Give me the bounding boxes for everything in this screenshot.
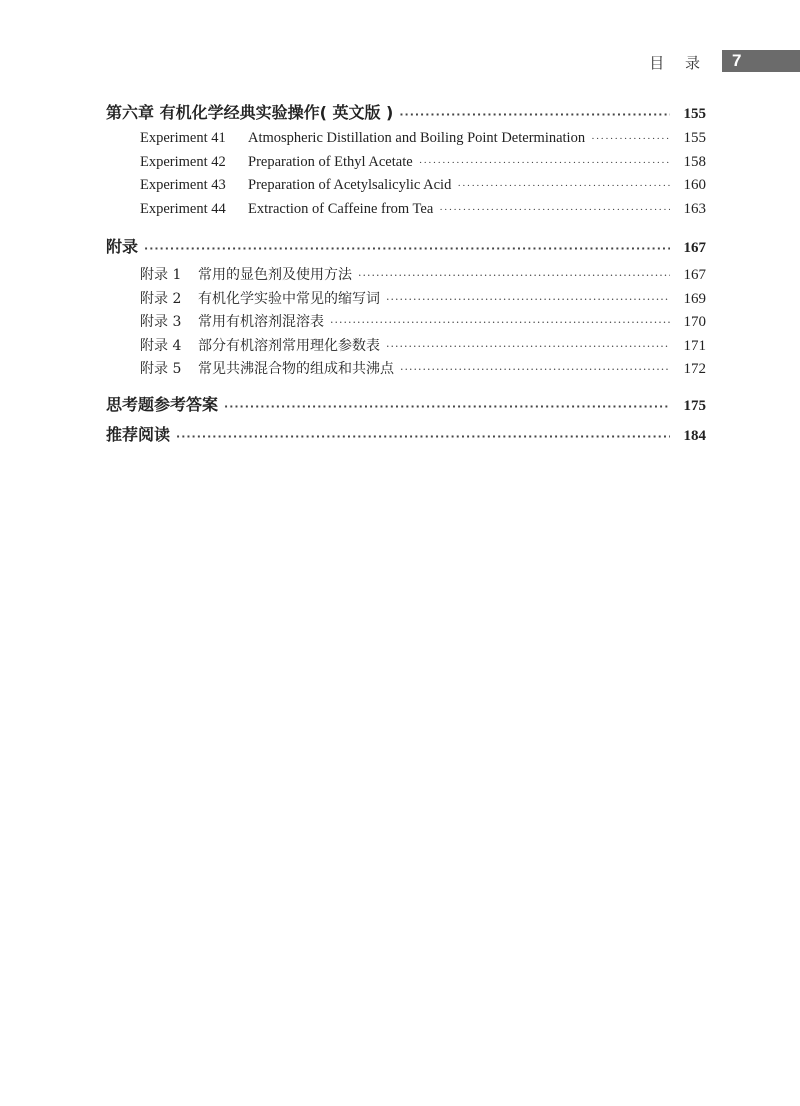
page-ref: 160 bbox=[683, 177, 706, 193]
entry-title: 部分有机溶剂常用理化参数表 bbox=[198, 337, 380, 354]
page-ref: 175 bbox=[683, 397, 706, 414]
toc-entry-appendix-3[interactable] bbox=[140, 311, 706, 335]
page-ref: 167 bbox=[683, 267, 706, 283]
page-number: 7 bbox=[732, 51, 742, 70]
entry-title: 有机化学实验中常见的缩写词 bbox=[198, 290, 380, 307]
toc-entry-chapter6[interactable] bbox=[106, 100, 706, 124]
entry-title: 常用有机溶剂混溶表 bbox=[198, 314, 324, 330]
toc-entry-experiment-44[interactable] bbox=[140, 201, 706, 225]
toc-entry-experiment-42[interactable] bbox=[140, 154, 706, 178]
dot-leader bbox=[386, 340, 670, 353]
toc-entry-appendix-5[interactable] bbox=[140, 358, 706, 382]
entry-title: Atmospheric Distillation and Boiling Point Determination bbox=[248, 130, 586, 146]
entry-code: 附录 2 bbox=[140, 290, 182, 307]
entry-code: 附录 5 bbox=[140, 361, 182, 377]
entry-title: Extraction of Caffeine from Tea bbox=[248, 200, 434, 217]
entry-title: 常用的显色剂及使用方法 bbox=[198, 267, 352, 283]
reading-title: 推荐阅读 bbox=[106, 424, 171, 444]
dot-leader bbox=[224, 400, 670, 413]
page-ref: 170 bbox=[683, 314, 706, 330]
page-ref: 155 bbox=[683, 130, 706, 146]
chapter-title: 第六章 有机化学经典实验操作( 英文版 ) bbox=[106, 103, 394, 122]
toc-entry-appendix-2[interactable] bbox=[140, 288, 706, 312]
entry-code: Experiment 44 bbox=[140, 200, 226, 217]
dot-leader bbox=[358, 269, 670, 282]
entry-code: Experiment 42 bbox=[140, 153, 226, 170]
page-ref: 171 bbox=[683, 337, 706, 354]
dot-leader bbox=[439, 204, 670, 216]
page-ref: 163 bbox=[683, 200, 706, 217]
header-label: 目 录 bbox=[649, 54, 708, 72]
toc-entry-appendix-1[interactable] bbox=[140, 264, 706, 288]
toc-entry-experiment-43[interactable] bbox=[140, 177, 706, 201]
dot-leader bbox=[386, 293, 670, 306]
entry-title: 常见共沸混合物的组成和共沸点 bbox=[198, 361, 394, 377]
appendix-title: 附录 bbox=[106, 237, 139, 256]
dot-leader bbox=[144, 242, 670, 255]
dot-leader bbox=[457, 180, 670, 192]
entry-code: 附录 3 bbox=[140, 314, 182, 330]
entry-title: Preparation of Acetylsalicylic Acid bbox=[248, 177, 452, 193]
page-header bbox=[0, 50, 800, 76]
dot-leader bbox=[419, 157, 670, 169]
entry-title: Preparation of Ethyl Acetate bbox=[248, 153, 413, 170]
page-ref: 184 bbox=[683, 427, 706, 444]
table-of-contents bbox=[106, 100, 706, 446]
answers-title: 思考题参考答案 bbox=[106, 394, 219, 414]
toc-entry-appendix-4[interactable] bbox=[140, 335, 706, 359]
page-ref: 158 bbox=[683, 153, 706, 170]
dot-leader bbox=[176, 430, 670, 443]
dot-leader bbox=[399, 108, 670, 121]
toc-entry-experiment-41[interactable] bbox=[140, 130, 706, 154]
page-ref: 167 bbox=[683, 240, 706, 256]
page-number-tab bbox=[722, 50, 800, 72]
entry-code: 附录 4 bbox=[140, 337, 182, 354]
entry-code: 附录 1 bbox=[140, 267, 182, 283]
toc-entry-reading[interactable] bbox=[106, 422, 706, 446]
dot-leader bbox=[400, 363, 670, 376]
entry-code: Experiment 43 bbox=[140, 177, 226, 193]
entry-code: Experiment 41 bbox=[140, 130, 226, 146]
page-ref: 169 bbox=[683, 290, 706, 307]
dot-leader bbox=[591, 133, 670, 145]
dot-leader bbox=[330, 316, 670, 329]
toc-entry-answers[interactable] bbox=[106, 392, 706, 416]
page-ref: 172 bbox=[683, 361, 706, 377]
toc-entry-appendix[interactable] bbox=[106, 234, 706, 258]
page-ref: 155 bbox=[683, 106, 706, 122]
